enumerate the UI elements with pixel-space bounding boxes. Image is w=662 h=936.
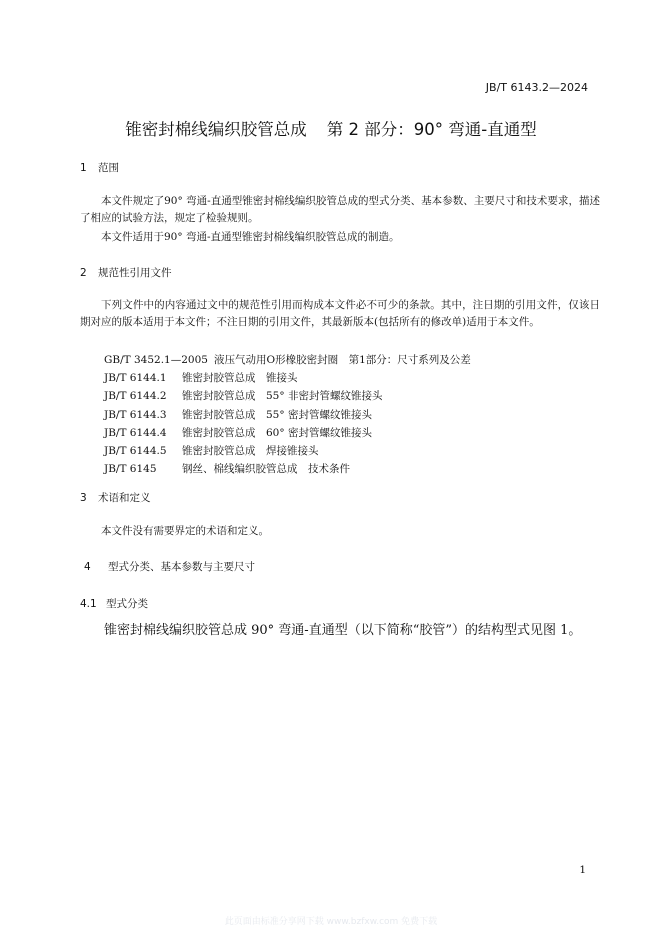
reference-code: JB/T 6144.3 [104, 408, 167, 421]
reference-name: 锥密封胶管总成 锥接头 [182, 372, 298, 385]
reference-name: 钢丝、棉线编织胶管总成 技术条件 [182, 463, 350, 476]
section-2-paragraph: 下列文件中的内容通过文中的规范性引用而构成本文件必不可少的条款。其中，注日期的引用文件，仅该日期对应的版本适用于本文件；不注日期的引用文件，其最新版本(包括所有的修改单)适用于本文件。 [80, 299, 600, 328]
section-title: 术语和定义 [98, 492, 151, 504]
footer-watermark: 此页面由标准分享网下载 www.bzfxw.com 免费下载 [224, 917, 438, 927]
section-3-paragraph: 本文件没有需要界定的术语和定义。 [101, 525, 269, 537]
section-number: 2 [80, 267, 87, 279]
reference-item [104, 369, 471, 387]
reference-item [104, 442, 471, 460]
reference-code: JB/T 6144.2 [104, 390, 167, 403]
section-4-1-paragraph: 锥密封棉线编织胶管总成 90° 弯通-直通型（以下简称“胶管”）的结构型式见图 1。 [104, 623, 582, 638]
section-1-heading [80, 160, 119, 175]
standard-code: JB/T 6143.2—2024 [485, 81, 588, 94]
reference-item [104, 424, 471, 442]
reference-code: JB/T 6145 [104, 463, 157, 476]
section-title: 范围 [98, 162, 119, 174]
section-4-heading [84, 559, 255, 574]
section-4-1-heading [80, 596, 148, 611]
reference-item [104, 351, 471, 369]
title-part: 第 2 部分：90° 弯通-直通型 [326, 120, 537, 139]
section-1-paragraph-2: 本文件适用于90° 弯通-直通型锥密封棉线编织胶管总成的制造。 [101, 231, 400, 243]
section-2-heading [80, 265, 172, 280]
section-title: 型式分类 [106, 598, 148, 610]
section-number: 1 [80, 162, 87, 174]
page-number: 1 [579, 864, 586, 876]
reference-item [104, 387, 471, 405]
reference-item [104, 406, 471, 424]
section-1-paragraph-1: 本文件规定了90° 弯通-直通型锥密封棉线编织胶管总成的型式分类、基本参数、主要尺寸和技术要求，描述了相应的试验方法，规定了检验规则。 [80, 195, 600, 224]
section-title: 型式分类、基本参数与主要尺寸 [108, 561, 255, 573]
reference-name: 锥密封胶管总成 55° 非密封管螺纹锥接头 [182, 390, 383, 403]
section-title: 规范性引用文件 [98, 267, 172, 279]
section-number: 4.1 [80, 598, 97, 610]
document-title [0, 116, 662, 140]
reference-name: 锥密封胶管总成 焊接锥接头 [182, 445, 319, 458]
section-number: 4 [84, 561, 91, 573]
reference-code: GB/T 3452.1—2005 [104, 354, 208, 366]
title-main: 锥密封棉线编织胶管总成 [125, 120, 307, 139]
section-number: 3 [80, 492, 87, 504]
reference-item [104, 460, 471, 478]
normative-references-list [104, 351, 471, 478]
section-3-heading [80, 490, 151, 505]
reference-code: JB/T 6144.5 [104, 445, 167, 458]
reference-name: 锥密封胶管总成 55° 密封管螺纹锥接头 [182, 408, 372, 421]
reference-name: 锥密封胶管总成 60° 密封管螺纹锥接头 [182, 426, 372, 439]
reference-name: 液压气动用O形橡胶密封圈 第1部分：尺寸系列及公差 [214, 354, 471, 366]
reference-code: JB/T 6144.1 [104, 372, 167, 385]
reference-code: JB/T 6144.4 [104, 426, 167, 439]
